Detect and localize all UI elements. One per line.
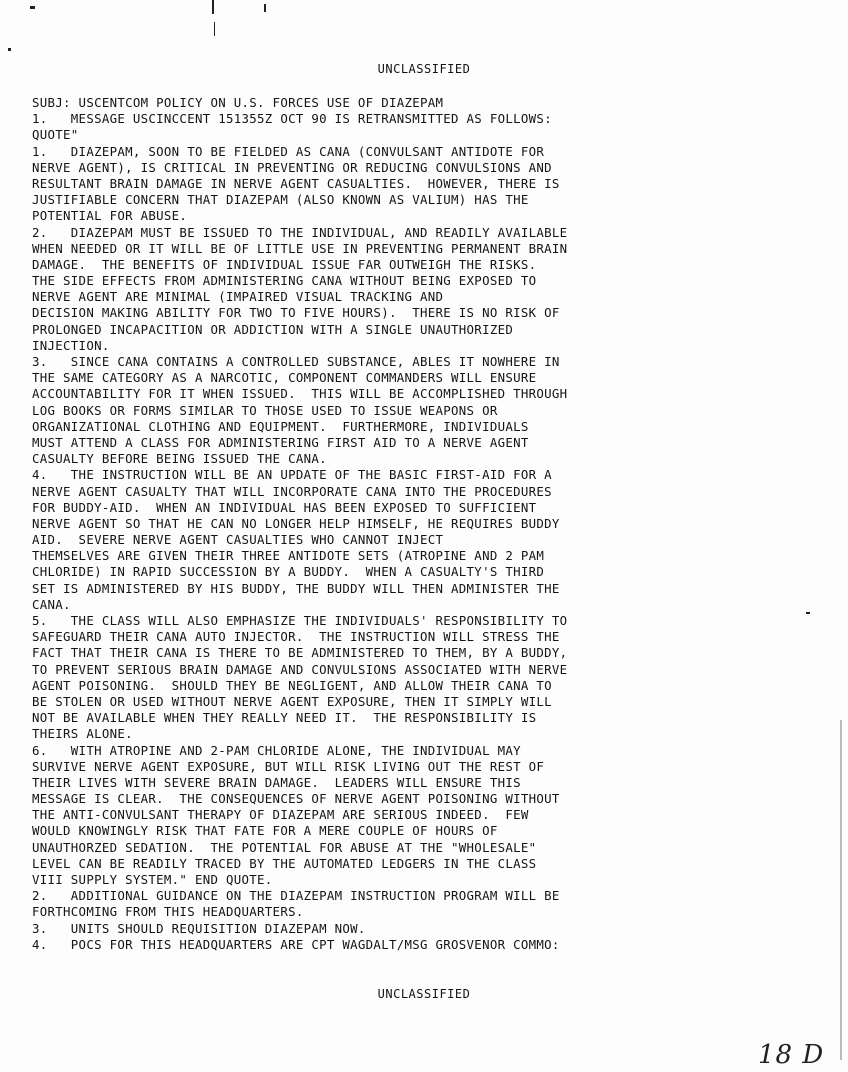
message-body bbox=[32, 95, 832, 953]
text-line: ACCOUNTABILITY FOR IT WHEN ISSUED. THIS WILL BE ACCOMPLISHED THROUGH bbox=[32, 386, 568, 402]
text-line: VIII SUPPLY SYSTEM." END QUOTE. bbox=[32, 872, 273, 887]
text-line: CASUALTY BEFORE BEING ISSUED THE CANA. bbox=[32, 451, 327, 467]
text-line: POTENTIAL FOR ABUSE. bbox=[32, 208, 188, 224]
text-line: 5. THE CLASS WILL ALSO EMPHASIZE THE INDIVIDUALS' RESPONSIBILITY TO bbox=[32, 613, 568, 628]
text-line: 4. THE INSTRUCTION WILL BE AN UPDATE OF THE BASIC FIRST-AID FOR A bbox=[32, 467, 552, 483]
text-line: 1. MESSAGE USCINCCENT 151355Z OCT 90 IS RETRANSMITTED AS FOLLOWS: bbox=[32, 111, 552, 127]
text-line: WOULD KNOWINGLY RISK THAT FATE FOR A MERE COUPLE OF HOURS OF bbox=[32, 823, 498, 839]
text-line: CHLORIDE) IN RAPID SUCCESSION BY A BUDDY. WHEN A CASUALTY'S THIRD bbox=[32, 564, 545, 580]
text-line: UNAUTHORZED SEDATION. THE POTENTIAL FOR ABUSE AT THE "WHOLESALE" bbox=[32, 839, 537, 855]
text-line: MESSAGE IS CLEAR. THE CONSEQUENCES OF NERVE AGENT POISONING WITHOUT bbox=[32, 791, 560, 807]
text-line: SAFEGUARD THEIR CANA AUTO INJECTOR. THE INSTRUCTION WILL STRESS THE bbox=[32, 629, 560, 645]
scan-speck bbox=[8, 48, 11, 51]
text-line: SET IS ADMINISTERED BY HIS BUDDY, THE BUDDY WILL THEN ADMINISTER THE bbox=[32, 580, 560, 596]
text-line: AID. SEVERE NERVE AGENT CASUALTIES WHO CANNOT INJECT bbox=[32, 532, 444, 548]
text-line: LEVEL CAN BE READILY TRACED BY THE AUTOMATED LEDGERS IN THE CLASS bbox=[32, 855, 537, 871]
text-line: RESULTANT BRAIN DAMAGE IN NERVE AGENT CASUALTIES. HOWEVER, THERE IS bbox=[32, 175, 560, 191]
text-line: 2. DIAZEPAM MUST BE ISSUED TO THE INDIVIDUAL, AND READILY AVAILABLE bbox=[32, 224, 568, 240]
text-line: DECISION MAKING ABILITY FOR TWO TO FIVE HOURS). THERE IS NO RISK OF bbox=[32, 305, 560, 321]
text-line: NOT BE AVAILABLE WHEN THEY REALLY NEED IT. THE RESPONSIBILITY IS bbox=[32, 710, 537, 726]
text-line: QUOTE" bbox=[32, 127, 79, 143]
text-line: ORGANIZATIONAL CLOTHING AND EQUIPMENT. FURTHERMORE, INDIVIDUALS bbox=[32, 418, 529, 434]
text-line: JUSTIFIABLE CONCERN THAT DIAZEPAM (ALSO KNOWN AS VALIUM) HAS THE bbox=[32, 192, 529, 208]
text-line: MUST ATTEND A CLASS FOR ADMINISTERING FIRST AID TO A NERVE AGENT bbox=[32, 434, 529, 450]
text-line: PROLONGED INCAPACITION OR ADDICTION WITH A SINGLE UNAUTHORIZED bbox=[32, 321, 514, 337]
classification-header: UNCLASSIFIED bbox=[377, 62, 471, 76]
text-line: NERVE AGENT), IS CRITICAL IN PREVENTING OR REDUCING CONVULSIONS AND bbox=[32, 159, 552, 175]
text-line: NERVE AGENT CASUALTY THAT WILL INCORPORATE CANA INTO THE PROCEDURES bbox=[32, 483, 552, 499]
text-line: 3. UNITS SHOULD REQUISITION DIAZEPAM NOW. bbox=[32, 920, 366, 936]
text-line: INJECTION. bbox=[32, 337, 110, 353]
text-line: THEMSELVES ARE GIVEN THEIR THREE ANTIDOTE SETS (ATROPINE AND 2 PAM bbox=[32, 548, 545, 564]
text-line: THE SAME CATEGORY AS A NARCOTIC, COMPONENT COMMANDERS WILL ENSURE bbox=[32, 370, 537, 386]
text-line: BE STOLEN OR USED WITHOUT NERVE AGENT EXPOSURE, THEN IT SIMPLY WILL bbox=[32, 693, 552, 709]
text-line: 2. ADDITIONAL GUIDANCE ON THE DIAZEPAM INSTRUCTION PROGRAM WILL BE bbox=[32, 888, 560, 904]
text-line: THE SIDE EFFECTS FROM ADMINISTERING CANA WITHOUT BEING EXPOSED TO bbox=[32, 273, 537, 289]
text-line: WHEN NEEDED OR IT WILL BE OF LITTLE USE IN PREVENTING PERMANENT BRAIN bbox=[32, 240, 568, 256]
text-line: FORTHCOMING FROM THIS HEADQUARTERS. bbox=[32, 904, 304, 920]
text-line: NERVE AGENT SO THAT HE CAN NO LONGER HELP HIMSELF, HE REQUIRES BUDDY bbox=[32, 515, 560, 531]
scan-speck bbox=[264, 4, 266, 12]
text-line: LOG BOOKS OR FORMS SIMILAR TO THOSE USED TO ISSUE WEAPONS OR bbox=[32, 402, 498, 418]
text-line: THEIR LIVES WITH SEVERE BRAIN DAMAGE. LEADERS WILL ENSURE THIS bbox=[32, 774, 521, 790]
text-line: CANA. bbox=[32, 596, 71, 612]
classification-footer: UNCLASSIFIED bbox=[377, 987, 471, 1001]
text-line: 1. DIAZEPAM, SOON TO BE FIELDED AS CANA (CONVULSANT ANTIDOTE FOR bbox=[32, 143, 545, 159]
text-line: FACT THAT THEIR CANA IS THERE TO BE ADMINISTERED TO THEM, BY A BUDDY, bbox=[32, 645, 568, 661]
text-line: DAMAGE. THE BENEFITS OF INDIVIDUAL ISSUE FAR OUTWEIGH THE RISKS. bbox=[32, 256, 537, 272]
text-line: 6. WITH ATROPINE AND 2-PAM CHLORIDE ALONE, THE INDIVIDUAL MAY bbox=[32, 742, 521, 758]
text-line: THE ANTI-CONVULSANT THERAPY OF DIAZEPAM ARE SERIOUS INDEED. FEW bbox=[32, 807, 529, 823]
scan-speck bbox=[212, 0, 214, 14]
scan-speck bbox=[30, 6, 35, 9]
text-line: NERVE AGENT ARE MINIMAL (IMPAIRED VISUAL TRACKING AND bbox=[32, 289, 444, 305]
text-line: THEIRS ALONE. bbox=[32, 726, 133, 742]
text-line: TO PREVENT SERIOUS BRAIN DAMAGE AND CONVULSIONS ASSOCIATED WITH NERVE bbox=[32, 661, 568, 677]
text-line: SURVIVE NERVE AGENT EXPOSURE, BUT WILL RISK LIVING OUT THE REST OF bbox=[32, 758, 545, 774]
text-line: 3. SINCE CANA CONTAINS A CONTROLLED SUBSTANCE, ABLES IT NOWHERE IN bbox=[32, 354, 560, 369]
text-line: AGENT POISONING. SHOULD THEY BE NEGLIGENT, AND ALLOW THEIR CANA TO bbox=[32, 677, 552, 693]
scan-edge bbox=[840, 720, 842, 1060]
text-line: SUBJ: USCENTCOM POLICY ON U.S. FORCES USE OF DIAZEPAM bbox=[32, 95, 444, 110]
text-line: FOR BUDDY-AID. WHEN AN INDIVIDUAL HAS BEEN EXPOSED TO SUFFICIENT bbox=[32, 499, 537, 515]
handwritten-page-number: 18 D bbox=[758, 1040, 825, 1070]
scan-speck bbox=[214, 22, 215, 36]
text-line: 4. POCS FOR THIS HEADQUARTERS ARE CPT WAGDALT/MSG GROSVENOR COMMO: bbox=[32, 936, 560, 952]
